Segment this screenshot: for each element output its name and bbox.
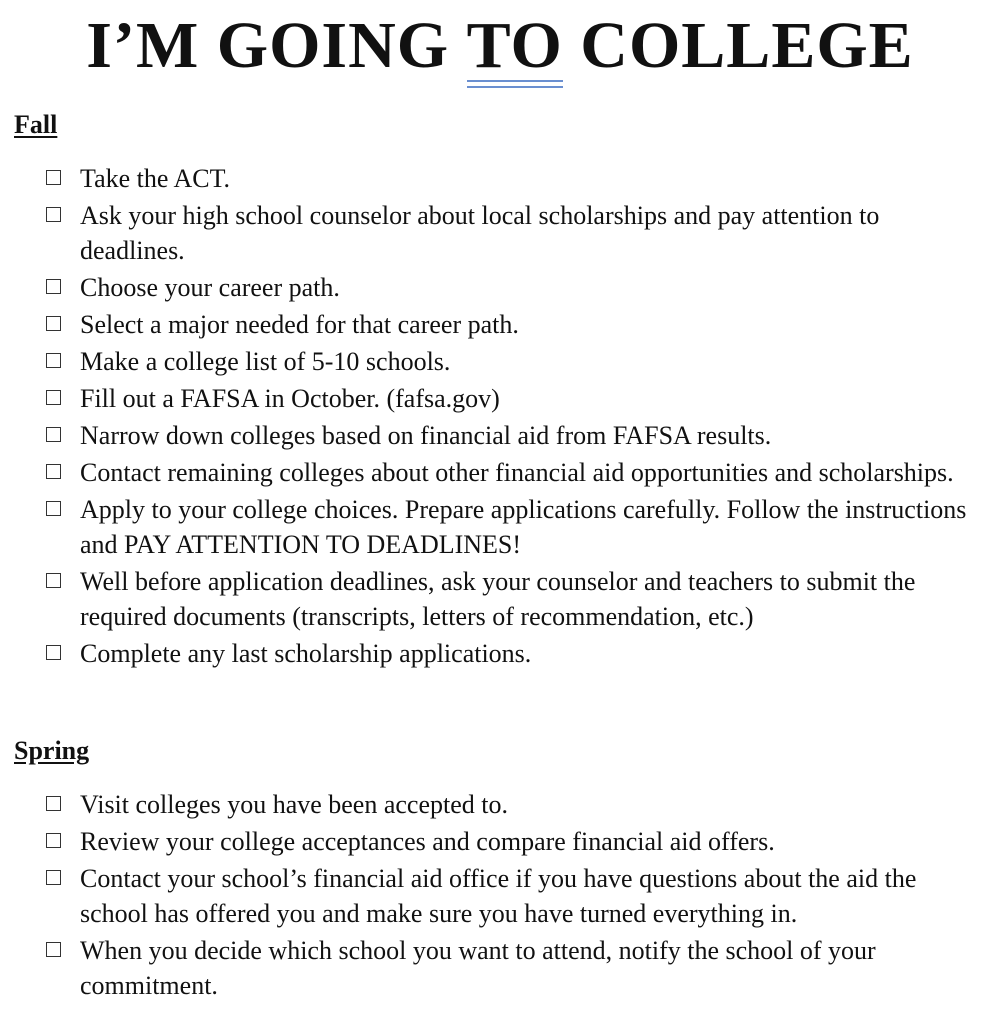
checklist-item bbox=[0, 455, 1000, 490]
checkbox[interactable] bbox=[46, 207, 61, 222]
checkbox[interactable] bbox=[46, 573, 61, 588]
checklist-item-text: Choose your career path. bbox=[80, 273, 340, 302]
checklist-item bbox=[0, 198, 1000, 268]
checklist-item bbox=[0, 787, 1000, 822]
checklist-item bbox=[0, 418, 1000, 453]
checklist-item bbox=[0, 307, 1000, 342]
checkbox[interactable] bbox=[46, 796, 61, 811]
checklist-item-text: Apply to your college choices. Prepare applications carefully. Follow the instructions and PAY ATTENTION TO DEADLINES! bbox=[80, 495, 967, 559]
title-part-1: I’M GOING bbox=[86, 9, 467, 82]
checklist-item bbox=[0, 344, 1000, 379]
checklist-item-text: Narrow down colleges based on financial aid from FAFSA results. bbox=[80, 421, 772, 450]
fall-heading: Fall bbox=[14, 110, 58, 139]
checkbox[interactable] bbox=[46, 645, 61, 660]
checklist-item-text: Fill out a FAFSA in October. (fafsa.gov) bbox=[80, 384, 500, 413]
checklist-item-text: Take the ACT. bbox=[80, 164, 231, 193]
checkbox[interactable] bbox=[46, 279, 61, 294]
checklist-item-text: Ask your high school counselor about local scholarships and pay attention to deadlines. bbox=[80, 201, 880, 265]
checklist-item-text: Complete any last scholarship applications. bbox=[80, 639, 532, 668]
fall-checklist bbox=[0, 161, 1000, 673]
checklist-item-text: Select a major needed for that career path. bbox=[80, 310, 519, 339]
checklist-item-text: Contact remaining colleges about other financial aid opportunities and scholarships. bbox=[80, 458, 954, 487]
spring-checklist bbox=[0, 787, 1000, 1005]
checkbox[interactable] bbox=[46, 942, 61, 957]
checklist-item-text: Contact your school’s financial aid office if you have questions about the aid the school has offered you and make sure you have turned everything in. bbox=[80, 864, 917, 928]
checklist-item-text: When you decide which school you want to attend, notify the school of your commitment. bbox=[80, 936, 876, 1000]
checklist-item bbox=[0, 381, 1000, 416]
spring-heading: Spring bbox=[14, 736, 90, 765]
checklist-item bbox=[0, 564, 1000, 634]
checkbox[interactable] bbox=[46, 427, 61, 442]
checklist-item bbox=[0, 161, 1000, 196]
checkbox[interactable] bbox=[46, 870, 61, 885]
title-part-2: COLLEGE bbox=[562, 9, 914, 82]
checklist-item-text: Visit colleges you have been accepted to. bbox=[80, 790, 508, 819]
checkbox[interactable] bbox=[46, 316, 61, 331]
checklist-item bbox=[0, 824, 1000, 859]
checklist-item bbox=[0, 492, 1000, 562]
checklist-item-text: Make a college list of 5-10 schools. bbox=[80, 347, 451, 376]
checkbox[interactable] bbox=[46, 501, 61, 516]
checklist-item bbox=[0, 270, 1000, 305]
checkbox[interactable] bbox=[46, 390, 61, 405]
checkbox[interactable] bbox=[46, 170, 61, 185]
page-title bbox=[0, 6, 1000, 86]
checklist-item bbox=[0, 861, 1000, 931]
checkbox[interactable] bbox=[46, 353, 61, 368]
checkbox[interactable] bbox=[46, 833, 61, 848]
title-underlined-word: TO bbox=[467, 6, 563, 86]
checklist-item-text: Well before application deadlines, ask your counselor and teachers to submit the required documents (transcripts, letters of recommendation, etc.) bbox=[80, 567, 916, 631]
checkbox[interactable] bbox=[46, 464, 61, 479]
checklist-item bbox=[0, 636, 1000, 671]
checklist-item-text: Review your college acceptances and compare financial aid offers. bbox=[80, 827, 775, 856]
checklist-item bbox=[0, 933, 1000, 1003]
